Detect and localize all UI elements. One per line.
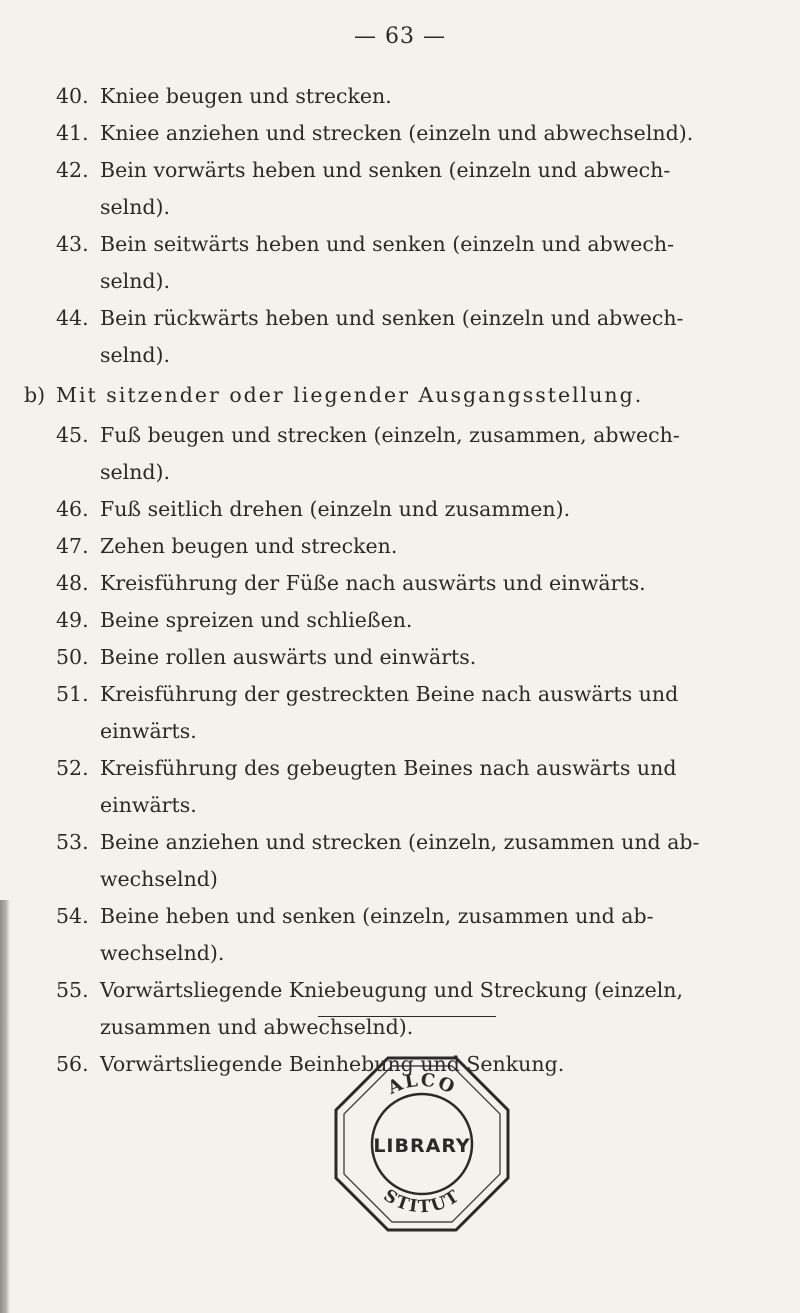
item-number: 54. <box>56 904 89 928</box>
item-text: Vorwärtsliegende Kniebeugung und Streckung (einzeln, zusammen und abwechselnd). <box>100 978 683 1039</box>
list-item <box>56 565 756 602</box>
item-text: Kniee beugen und strecken. <box>100 84 392 108</box>
list-item <box>56 639 756 676</box>
item-number: 52. <box>56 756 89 780</box>
document-body <box>24 78 756 1083</box>
stamp-center-text: LIBRARY <box>373 1135 471 1157</box>
list-item <box>56 972 756 1046</box>
page-number: — 63 — <box>354 24 446 49</box>
item-number: 45. <box>56 423 89 447</box>
item-text: Kreisführung des gebeugten Beines nach auswärts und einwärts. <box>100 756 677 817</box>
item-number: 53. <box>56 830 89 854</box>
item-text: Vorwärtsliegende Beinhebung und Senkung. <box>100 1052 565 1076</box>
item-text: Fuß seitlich drehen (einzeln und zusammen). <box>100 497 571 521</box>
item-text: Bein seitwärts heben und senken (einzeln und abwech- selnd). <box>100 232 675 293</box>
item-number: 43. <box>56 232 89 256</box>
item-text: Fuß beugen und strecken (einzeln, zusammen, abwech- selnd). <box>100 423 680 484</box>
item-number: 55. <box>56 978 89 1002</box>
divider-rule <box>318 1016 496 1017</box>
item-text: Bein rückwärts heben und senken (einzeln und abwech- selnd). <box>100 306 684 367</box>
list-item <box>56 824 756 898</box>
section-marker: b) <box>24 383 46 407</box>
library-stamp <box>330 1052 514 1236</box>
item-text: Kniee anziehen und strecken (einzeln und abwechselnd). <box>100 121 694 145</box>
stamp-top-text: ALCO <box>384 1069 460 1099</box>
page-edge-shadow <box>0 900 10 1313</box>
list-item <box>56 152 756 226</box>
list-item <box>56 115 756 152</box>
list-item <box>56 676 756 750</box>
item-number: 47. <box>56 534 89 558</box>
item-text: Beine spreizen und schließen. <box>100 608 413 632</box>
item-number: 41. <box>56 121 89 145</box>
item-number: 42. <box>56 158 89 182</box>
item-number: 48. <box>56 571 89 595</box>
stamp-bottom-text: STITUT <box>379 1185 465 1218</box>
item-number: 56. <box>56 1052 89 1076</box>
list-item <box>56 78 756 115</box>
list-item <box>56 602 756 639</box>
item-text: Bein vorwärts heben und senken (einzeln und abwech- selnd). <box>100 158 671 219</box>
item-text: Kreisführung der gestreckten Beine nach auswärts und einwärts. <box>100 682 679 743</box>
section-heading <box>24 377 756 414</box>
list-item <box>56 898 756 972</box>
item-number: 46. <box>56 497 89 521</box>
item-number: 50. <box>56 645 89 669</box>
list-item <box>56 300 756 374</box>
item-number: 40. <box>56 84 89 108</box>
item-number: 49. <box>56 608 89 632</box>
list-item <box>56 417 756 491</box>
section-title: Mit sitzender oder liegender Ausgangsstellung. <box>56 383 644 407</box>
list-item <box>56 226 756 300</box>
item-text: Beine anziehen und strecken (einzeln, zusammen und ab- wechselnd) <box>100 830 700 891</box>
item-number: 44. <box>56 306 89 330</box>
item-text: Beine heben und senken (einzeln, zusammen und ab- wechselnd). <box>100 904 654 965</box>
item-number: 51. <box>56 682 89 706</box>
item-text: Zehen beugen und strecken. <box>100 534 398 558</box>
list-item <box>56 750 756 824</box>
list-item <box>56 528 756 565</box>
item-text: Kreisführung der Füße nach auswärts und einwärts. <box>100 571 646 595</box>
item-text: Beine rollen auswärts und einwärts. <box>100 645 477 669</box>
list-item <box>56 491 756 528</box>
